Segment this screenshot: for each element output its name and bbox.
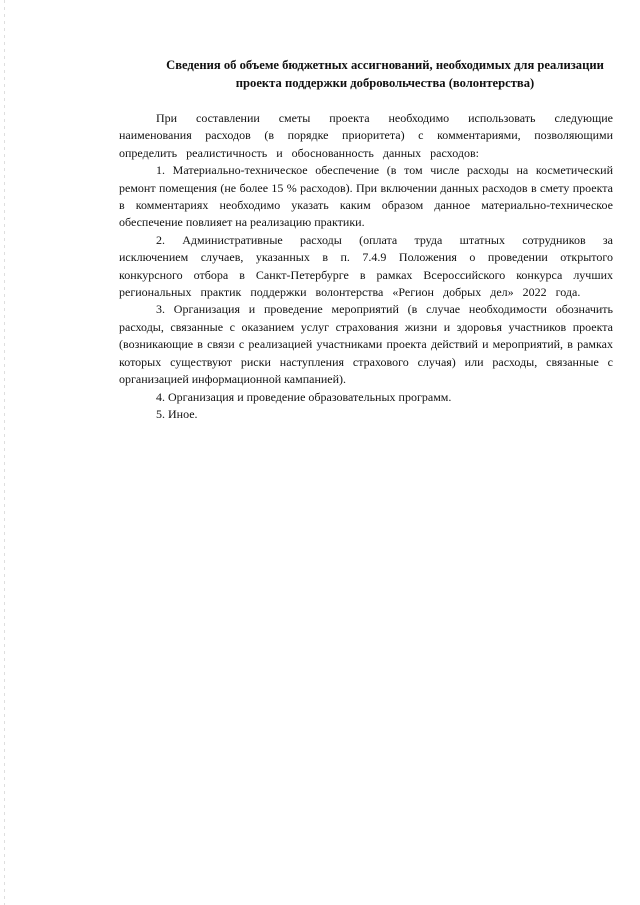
list-item-4: 4. Организация и проведение образовательных программ. [156, 389, 452, 404]
list-item-5: 5. Иное. [156, 406, 198, 421]
document-body [119, 110, 613, 423]
scan-edge [4, 0, 5, 905]
list-item-3: 3. Организация и проведение мероприятий (в случае необходимости обозначить расходы, связанные с оказанием услуг страхования жизни и здоровья участников проекта (возникающие в связи с реализацией участниками проекта действий и мероприятий, в рамках которых существуют риски наступления страхового случая) или расходы, связанные с организацией информационной кампанией). [119, 302, 613, 387]
list-item-1: 1. Материально-техническое обеспечение (в том числе расходы на косметический ремонт помещения (не более 15 % расходов). При включении данных расходов в смету проекта в комментариях необходимо указать каким образом данное материально-техническое обеспечение повлияет на реализацию практики. [119, 163, 613, 230]
intro-paragraph: При составлении сметы проекта необходимо использовать следующие наименования расходов (в порядке приоритета) с комментариями, позволяющими определить реалистичность и обоснованность данных расходов: [119, 111, 613, 160]
list-item-2: 2. Административные расходы (оплата труда штатных сотрудников за исключением случаев, указанных в п. 7.4.9 Положения о проведении открытого конкурсного отбора в Санкт-Петербурге в рамках Всероссийского конкурса лучших региональных практик поддержки волонтерства «Регион добрых дел» 2022 года. [119, 232, 613, 300]
document-title: Сведения об объеме бюджетных ассигнований, необходимых для реализации проекта поддержки добровольчества (волонтерства) [166, 58, 604, 90]
